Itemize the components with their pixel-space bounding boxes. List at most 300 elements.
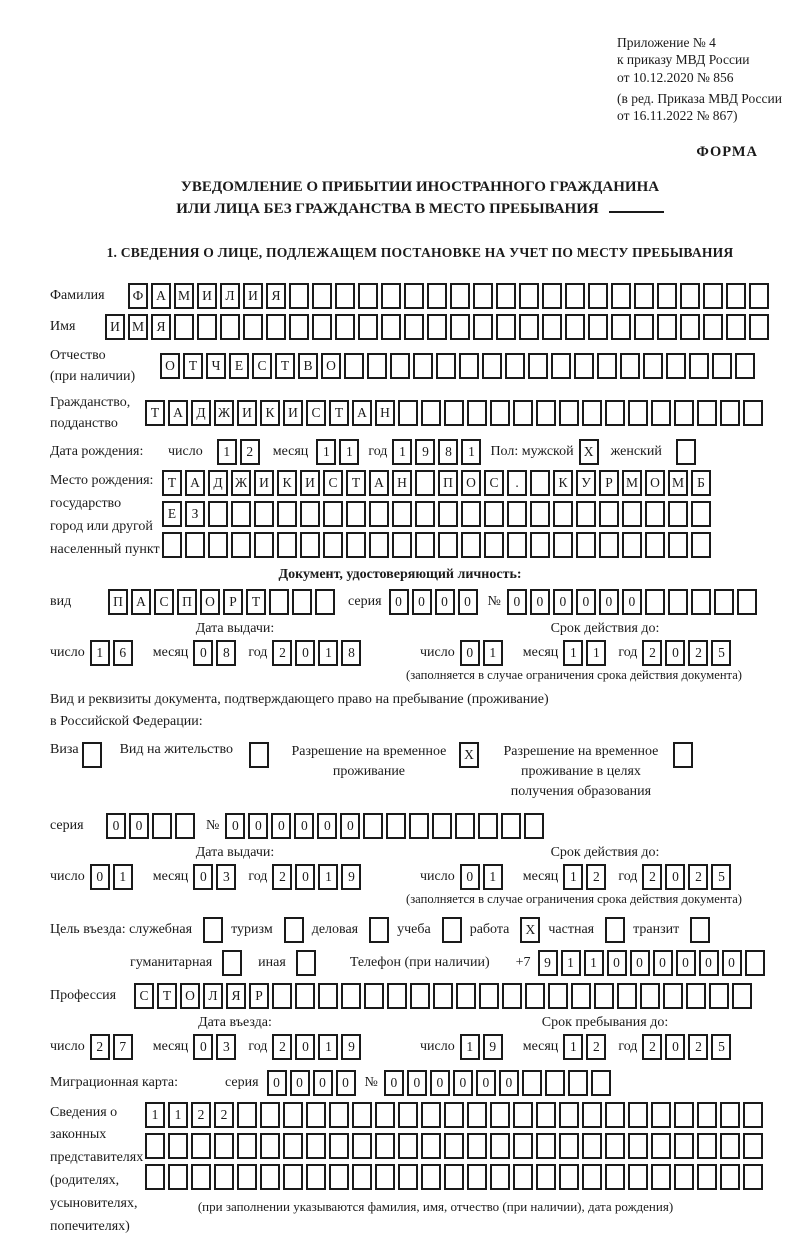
char-cell[interactable]: [714, 589, 734, 615]
char-cell[interactable]: [369, 501, 389, 527]
char-cell[interactable]: 0: [193, 1034, 213, 1060]
char-cell[interactable]: 0: [430, 1070, 450, 1096]
char-cell[interactable]: О: [180, 983, 200, 1009]
char-cell[interactable]: [152, 813, 172, 839]
char-cell[interactable]: [168, 1164, 188, 1190]
char-cell[interactable]: 0: [290, 1070, 310, 1096]
residence-series-boxes[interactable]: [106, 813, 198, 839]
char-cell[interactable]: Д: [191, 400, 211, 426]
char-cell[interactable]: 0: [665, 640, 685, 666]
char-cell[interactable]: [479, 983, 499, 1009]
char-cell[interactable]: [559, 1133, 579, 1159]
char-cell[interactable]: 1: [90, 640, 110, 666]
char-cell[interactable]: 9: [483, 1034, 503, 1060]
char-cell[interactable]: [597, 353, 617, 379]
char-cell[interactable]: [473, 283, 493, 309]
char-cell[interactable]: Е: [229, 353, 249, 379]
char-cell[interactable]: [657, 283, 677, 309]
char-cell[interactable]: И: [197, 283, 217, 309]
char-cell[interactable]: [432, 813, 452, 839]
char-cell[interactable]: Я: [151, 314, 171, 340]
char-cell[interactable]: 8: [216, 640, 236, 666]
char-cell[interactable]: [525, 983, 545, 1009]
char-cell[interactable]: Ф: [128, 283, 148, 309]
char-cell[interactable]: 0: [193, 864, 213, 890]
char-cell[interactable]: [507, 532, 527, 558]
char-cell[interactable]: Т: [145, 400, 165, 426]
identity-valid-year-boxes[interactable]: [642, 640, 734, 666]
char-cell[interactable]: С: [134, 983, 154, 1009]
char-cell[interactable]: [410, 983, 430, 1009]
stay-month-boxes[interactable]: [563, 1034, 609, 1060]
char-cell[interactable]: М: [174, 283, 194, 309]
char-cell[interactable]: [404, 314, 424, 340]
char-cell[interactable]: [444, 1133, 464, 1159]
char-cell[interactable]: [582, 1133, 602, 1159]
char-cell[interactable]: [507, 501, 527, 527]
char-cell[interactable]: О: [461, 470, 481, 496]
char-cell[interactable]: [231, 501, 251, 527]
char-cell[interactable]: [254, 501, 274, 527]
char-cell[interactable]: [605, 1133, 625, 1159]
residence-valid-month-boxes[interactable]: [563, 864, 609, 890]
char-cell[interactable]: [191, 1164, 211, 1190]
char-cell[interactable]: [450, 283, 470, 309]
phone-boxes[interactable]: [538, 950, 768, 976]
char-cell[interactable]: Я: [226, 983, 246, 1009]
char-cell[interactable]: 1: [563, 864, 583, 890]
char-cell[interactable]: [461, 532, 481, 558]
char-cell[interactable]: [689, 353, 709, 379]
char-cell[interactable]: [605, 1164, 625, 1190]
char-cell[interactable]: [185, 532, 205, 558]
char-cell[interactable]: 0: [453, 1070, 473, 1096]
stay-day-boxes[interactable]: [460, 1034, 506, 1060]
char-cell[interactable]: [582, 1164, 602, 1190]
char-cell[interactable]: [651, 1164, 671, 1190]
char-cell[interactable]: 0: [607, 950, 627, 976]
char-cell[interactable]: [513, 1133, 533, 1159]
char-cell[interactable]: А: [131, 589, 151, 615]
char-cell[interactable]: [697, 1102, 717, 1128]
char-cell[interactable]: Л: [220, 283, 240, 309]
char-cell[interactable]: [545, 1070, 565, 1096]
char-cell[interactable]: [145, 1133, 165, 1159]
temp-residence-checkbox[interactable]: X: [459, 742, 479, 768]
char-cell[interactable]: Т: [275, 353, 295, 379]
char-cell[interactable]: 0: [476, 1070, 496, 1096]
char-cell[interactable]: [367, 353, 387, 379]
char-cell[interactable]: У: [576, 470, 596, 496]
char-cell[interactable]: [433, 983, 453, 1009]
char-cell[interactable]: [404, 283, 424, 309]
char-cell[interactable]: [456, 983, 476, 1009]
char-cell[interactable]: [528, 353, 548, 379]
char-cell[interactable]: [484, 532, 504, 558]
char-cell[interactable]: [444, 1102, 464, 1128]
char-cell[interactable]: [674, 1102, 694, 1128]
char-cell[interactable]: 0: [458, 589, 478, 615]
char-cell[interactable]: [628, 1164, 648, 1190]
surname-boxes[interactable]: [128, 283, 772, 309]
char-cell[interactable]: Т: [329, 400, 349, 426]
char-cell[interactable]: [231, 532, 251, 558]
char-cell[interactable]: 1: [586, 640, 606, 666]
char-cell[interactable]: [674, 400, 694, 426]
char-cell[interactable]: [571, 983, 591, 1009]
char-cell[interactable]: [237, 1133, 257, 1159]
char-cell[interactable]: 3: [216, 864, 236, 890]
char-cell[interactable]: [421, 400, 441, 426]
char-cell[interactable]: К: [260, 400, 280, 426]
name-boxes[interactable]: [105, 314, 772, 340]
char-cell[interactable]: [461, 501, 481, 527]
char-cell[interactable]: [352, 1102, 372, 1128]
char-cell[interactable]: [668, 589, 688, 615]
char-cell[interactable]: 0: [336, 1070, 356, 1096]
char-cell[interactable]: [174, 314, 194, 340]
char-cell[interactable]: [505, 353, 525, 379]
char-cell[interactable]: [450, 314, 470, 340]
char-cell[interactable]: [553, 501, 573, 527]
visa-checkbox[interactable]: [82, 742, 102, 768]
char-cell[interactable]: [737, 589, 757, 615]
char-cell[interactable]: [513, 1102, 533, 1128]
purpose-tourism-checkbox[interactable]: [284, 917, 304, 943]
char-cell[interactable]: [398, 400, 418, 426]
char-cell[interactable]: 1: [339, 439, 359, 465]
char-cell[interactable]: Т: [157, 983, 177, 1009]
char-cell[interactable]: [381, 283, 401, 309]
char-cell[interactable]: 0: [389, 589, 409, 615]
char-cell[interactable]: 0: [106, 813, 126, 839]
char-cell[interactable]: [745, 950, 765, 976]
char-cell[interactable]: [375, 1133, 395, 1159]
char-cell[interactable]: [269, 589, 289, 615]
citizenship-boxes[interactable]: [145, 400, 766, 426]
char-cell[interactable]: 1: [113, 864, 133, 890]
char-cell[interactable]: [674, 1164, 694, 1190]
char-cell[interactable]: [551, 353, 571, 379]
char-cell[interactable]: [522, 1070, 542, 1096]
char-cell[interactable]: 0: [435, 589, 455, 615]
char-cell[interactable]: [438, 501, 458, 527]
char-cell[interactable]: 5: [711, 640, 731, 666]
char-cell[interactable]: 0: [271, 813, 291, 839]
char-cell[interactable]: [312, 314, 332, 340]
char-cell[interactable]: [666, 353, 686, 379]
char-cell[interactable]: [622, 532, 642, 558]
char-cell[interactable]: [594, 983, 614, 1009]
char-cell[interactable]: О: [321, 353, 341, 379]
char-cell[interactable]: [335, 283, 355, 309]
residence-issue-day-boxes[interactable]: [90, 864, 136, 890]
purpose-work-checkbox[interactable]: X: [520, 917, 540, 943]
char-cell[interactable]: [283, 1133, 303, 1159]
char-cell[interactable]: [743, 400, 763, 426]
char-cell[interactable]: [490, 400, 510, 426]
char-cell[interactable]: [427, 283, 447, 309]
char-cell[interactable]: [398, 1133, 418, 1159]
char-cell[interactable]: 0: [553, 589, 573, 615]
char-cell[interactable]: [582, 1102, 602, 1128]
char-cell[interactable]: [559, 400, 579, 426]
char-cell[interactable]: [289, 314, 309, 340]
char-cell[interactable]: Ж: [214, 400, 234, 426]
char-cell[interactable]: С: [323, 470, 343, 496]
char-cell[interactable]: [496, 283, 516, 309]
char-cell[interactable]: [381, 314, 401, 340]
char-cell[interactable]: 1: [318, 864, 338, 890]
char-cell[interactable]: [467, 1102, 487, 1128]
char-cell[interactable]: [502, 983, 522, 1009]
char-cell[interactable]: 1: [483, 864, 503, 890]
char-cell[interactable]: [455, 813, 475, 839]
char-cell[interactable]: [645, 501, 665, 527]
char-cell[interactable]: [346, 501, 366, 527]
char-cell[interactable]: [260, 1164, 280, 1190]
char-cell[interactable]: [726, 314, 746, 340]
char-cell[interactable]: [663, 983, 683, 1009]
char-cell[interactable]: [363, 813, 383, 839]
char-cell[interactable]: 0: [225, 813, 245, 839]
identity-issue-month-boxes[interactable]: [193, 640, 239, 666]
char-cell[interactable]: [617, 983, 637, 1009]
sex-male-checkbox[interactable]: X: [579, 439, 599, 465]
char-cell[interactable]: [344, 353, 364, 379]
char-cell[interactable]: [651, 400, 671, 426]
char-cell[interactable]: [467, 1133, 487, 1159]
char-cell[interactable]: [283, 1164, 303, 1190]
char-cell[interactable]: [565, 314, 585, 340]
char-cell[interactable]: [415, 532, 435, 558]
char-cell[interactable]: [237, 1102, 257, 1128]
char-cell[interactable]: [720, 1102, 740, 1128]
char-cell[interactable]: 0: [576, 589, 596, 615]
char-cell[interactable]: [536, 400, 556, 426]
purpose-study-checkbox[interactable]: [442, 917, 462, 943]
char-cell[interactable]: [214, 1133, 234, 1159]
entry-month-boxes[interactable]: [193, 1034, 239, 1060]
char-cell[interactable]: 1: [316, 439, 336, 465]
char-cell[interactable]: 5: [711, 864, 731, 890]
char-cell[interactable]: 0: [722, 950, 742, 976]
char-cell[interactable]: И: [254, 470, 274, 496]
char-cell[interactable]: [346, 532, 366, 558]
char-cell[interactable]: [352, 1164, 372, 1190]
char-cell[interactable]: 0: [407, 1070, 427, 1096]
char-cell[interactable]: 0: [267, 1070, 287, 1096]
char-cell[interactable]: И: [237, 400, 257, 426]
char-cell[interactable]: 0: [665, 1034, 685, 1060]
char-cell[interactable]: В: [298, 353, 318, 379]
char-cell[interactable]: [358, 283, 378, 309]
char-cell[interactable]: И: [300, 470, 320, 496]
char-cell[interactable]: [421, 1102, 441, 1128]
char-cell[interactable]: [611, 314, 631, 340]
purpose-private-checkbox[interactable]: [605, 917, 625, 943]
char-cell[interactable]: 0: [317, 813, 337, 839]
char-cell[interactable]: [266, 314, 286, 340]
char-cell[interactable]: [390, 353, 410, 379]
birth-day-boxes[interactable]: [217, 439, 263, 465]
char-cell[interactable]: [691, 532, 711, 558]
char-cell[interactable]: 1: [392, 439, 412, 465]
char-cell[interactable]: Л: [203, 983, 223, 1009]
char-cell[interactable]: 0: [90, 864, 110, 890]
char-cell[interactable]: [720, 1164, 740, 1190]
char-cell[interactable]: М: [622, 470, 642, 496]
char-cell[interactable]: Т: [183, 353, 203, 379]
char-cell[interactable]: 0: [248, 813, 268, 839]
char-cell[interactable]: [530, 532, 550, 558]
char-cell[interactable]: [421, 1164, 441, 1190]
char-cell[interactable]: [306, 1102, 326, 1128]
char-cell[interactable]: [306, 1164, 326, 1190]
char-cell[interactable]: Б: [691, 470, 711, 496]
char-cell[interactable]: 0: [699, 950, 719, 976]
char-cell[interactable]: [668, 532, 688, 558]
char-cell[interactable]: М: [128, 314, 148, 340]
char-cell[interactable]: [732, 983, 752, 1009]
char-cell[interactable]: Д: [208, 470, 228, 496]
char-cell[interactable]: [197, 314, 217, 340]
residence-valid-year-boxes[interactable]: [642, 864, 734, 890]
char-cell[interactable]: Т: [346, 470, 366, 496]
char-cell[interactable]: [496, 314, 516, 340]
char-cell[interactable]: [438, 532, 458, 558]
char-cell[interactable]: 0: [653, 950, 673, 976]
char-cell[interactable]: [743, 1102, 763, 1128]
char-cell[interactable]: [329, 1133, 349, 1159]
char-cell[interactable]: [576, 532, 596, 558]
char-cell[interactable]: [260, 1133, 280, 1159]
char-cell[interactable]: 2: [214, 1102, 234, 1128]
char-cell[interactable]: [415, 470, 435, 496]
char-cell[interactable]: [542, 283, 562, 309]
char-cell[interactable]: 0: [676, 950, 696, 976]
char-cell[interactable]: А: [369, 470, 389, 496]
char-cell[interactable]: 2: [642, 1034, 662, 1060]
identity-issue-day-boxes[interactable]: [90, 640, 136, 666]
char-cell[interactable]: [427, 314, 447, 340]
char-cell[interactable]: С: [306, 400, 326, 426]
char-cell[interactable]: Ч: [206, 353, 226, 379]
char-cell[interactable]: И: [283, 400, 303, 426]
representatives-row3-boxes[interactable]: [145, 1164, 766, 1190]
char-cell[interactable]: [536, 1102, 556, 1128]
purpose-other-checkbox[interactable]: [296, 950, 316, 976]
char-cell[interactable]: [634, 314, 654, 340]
char-cell[interactable]: 9: [341, 864, 361, 890]
char-cell[interactable]: А: [168, 400, 188, 426]
char-cell[interactable]: [329, 1102, 349, 1128]
char-cell[interactable]: [364, 983, 384, 1009]
char-cell[interactable]: 0: [295, 864, 315, 890]
char-cell[interactable]: [680, 283, 700, 309]
char-cell[interactable]: 1: [168, 1102, 188, 1128]
char-cell[interactable]: 0: [295, 1034, 315, 1060]
char-cell[interactable]: [459, 353, 479, 379]
char-cell[interactable]: 1: [217, 439, 237, 465]
char-cell[interactable]: 1: [561, 950, 581, 976]
char-cell[interactable]: 1: [563, 1034, 583, 1060]
char-cell[interactable]: [691, 589, 711, 615]
char-cell[interactable]: 2: [272, 640, 292, 666]
char-cell[interactable]: 2: [90, 1034, 110, 1060]
char-cell[interactable]: [680, 314, 700, 340]
char-cell[interactable]: [574, 353, 594, 379]
purpose-humanitarian-checkbox[interactable]: [222, 950, 242, 976]
char-cell[interactable]: 1: [318, 640, 338, 666]
char-cell[interactable]: 2: [272, 864, 292, 890]
char-cell[interactable]: М: [668, 470, 688, 496]
char-cell[interactable]: 1: [318, 1034, 338, 1060]
char-cell[interactable]: [292, 589, 312, 615]
char-cell[interactable]: 2: [642, 640, 662, 666]
residence-permit-checkbox[interactable]: [249, 742, 269, 768]
char-cell[interactable]: Р: [249, 983, 269, 1009]
char-cell[interactable]: [536, 1164, 556, 1190]
char-cell[interactable]: [398, 1164, 418, 1190]
char-cell[interactable]: 0: [599, 589, 619, 615]
char-cell[interactable]: 9: [538, 950, 558, 976]
char-cell[interactable]: И: [243, 283, 263, 309]
char-cell[interactable]: [208, 532, 228, 558]
char-cell[interactable]: [536, 1133, 556, 1159]
char-cell[interactable]: [392, 501, 412, 527]
char-cell[interactable]: [628, 1102, 648, 1128]
char-cell[interactable]: [358, 314, 378, 340]
char-cell[interactable]: А: [352, 400, 372, 426]
char-cell[interactable]: 2: [642, 864, 662, 890]
mc-series-boxes[interactable]: [267, 1070, 359, 1096]
char-cell[interactable]: 0: [460, 864, 480, 890]
char-cell[interactable]: 9: [341, 1034, 361, 1060]
identity-valid-day-boxes[interactable]: [460, 640, 506, 666]
char-cell[interactable]: И: [105, 314, 125, 340]
char-cell[interactable]: [530, 501, 550, 527]
sex-female-checkbox[interactable]: [676, 439, 696, 465]
char-cell[interactable]: [300, 532, 320, 558]
char-cell[interactable]: 5: [711, 1034, 731, 1060]
char-cell[interactable]: [749, 283, 769, 309]
char-cell[interactable]: Р: [599, 470, 619, 496]
char-cell[interactable]: [645, 589, 665, 615]
char-cell[interactable]: [386, 813, 406, 839]
char-cell[interactable]: [697, 1164, 717, 1190]
char-cell[interactable]: 0: [530, 589, 550, 615]
char-cell[interactable]: [490, 1102, 510, 1128]
mc-number-boxes[interactable]: [384, 1070, 614, 1096]
char-cell[interactable]: 0: [499, 1070, 519, 1096]
char-cell[interactable]: 0: [313, 1070, 333, 1096]
char-cell[interactable]: [697, 1133, 717, 1159]
char-cell[interactable]: [318, 983, 338, 1009]
char-cell[interactable]: [277, 532, 297, 558]
purpose-official-checkbox[interactable]: [203, 917, 223, 943]
char-cell[interactable]: [214, 1164, 234, 1190]
char-cell[interactable]: [622, 501, 642, 527]
char-cell[interactable]: [565, 283, 585, 309]
char-cell[interactable]: [657, 314, 677, 340]
char-cell[interactable]: [530, 470, 550, 496]
doc-kind-boxes[interactable]: [108, 589, 338, 615]
char-cell[interactable]: [599, 532, 619, 558]
representatives-row1-boxes[interactable]: [145, 1102, 766, 1128]
birth-month-boxes[interactable]: [316, 439, 362, 465]
char-cell[interactable]: О: [645, 470, 665, 496]
